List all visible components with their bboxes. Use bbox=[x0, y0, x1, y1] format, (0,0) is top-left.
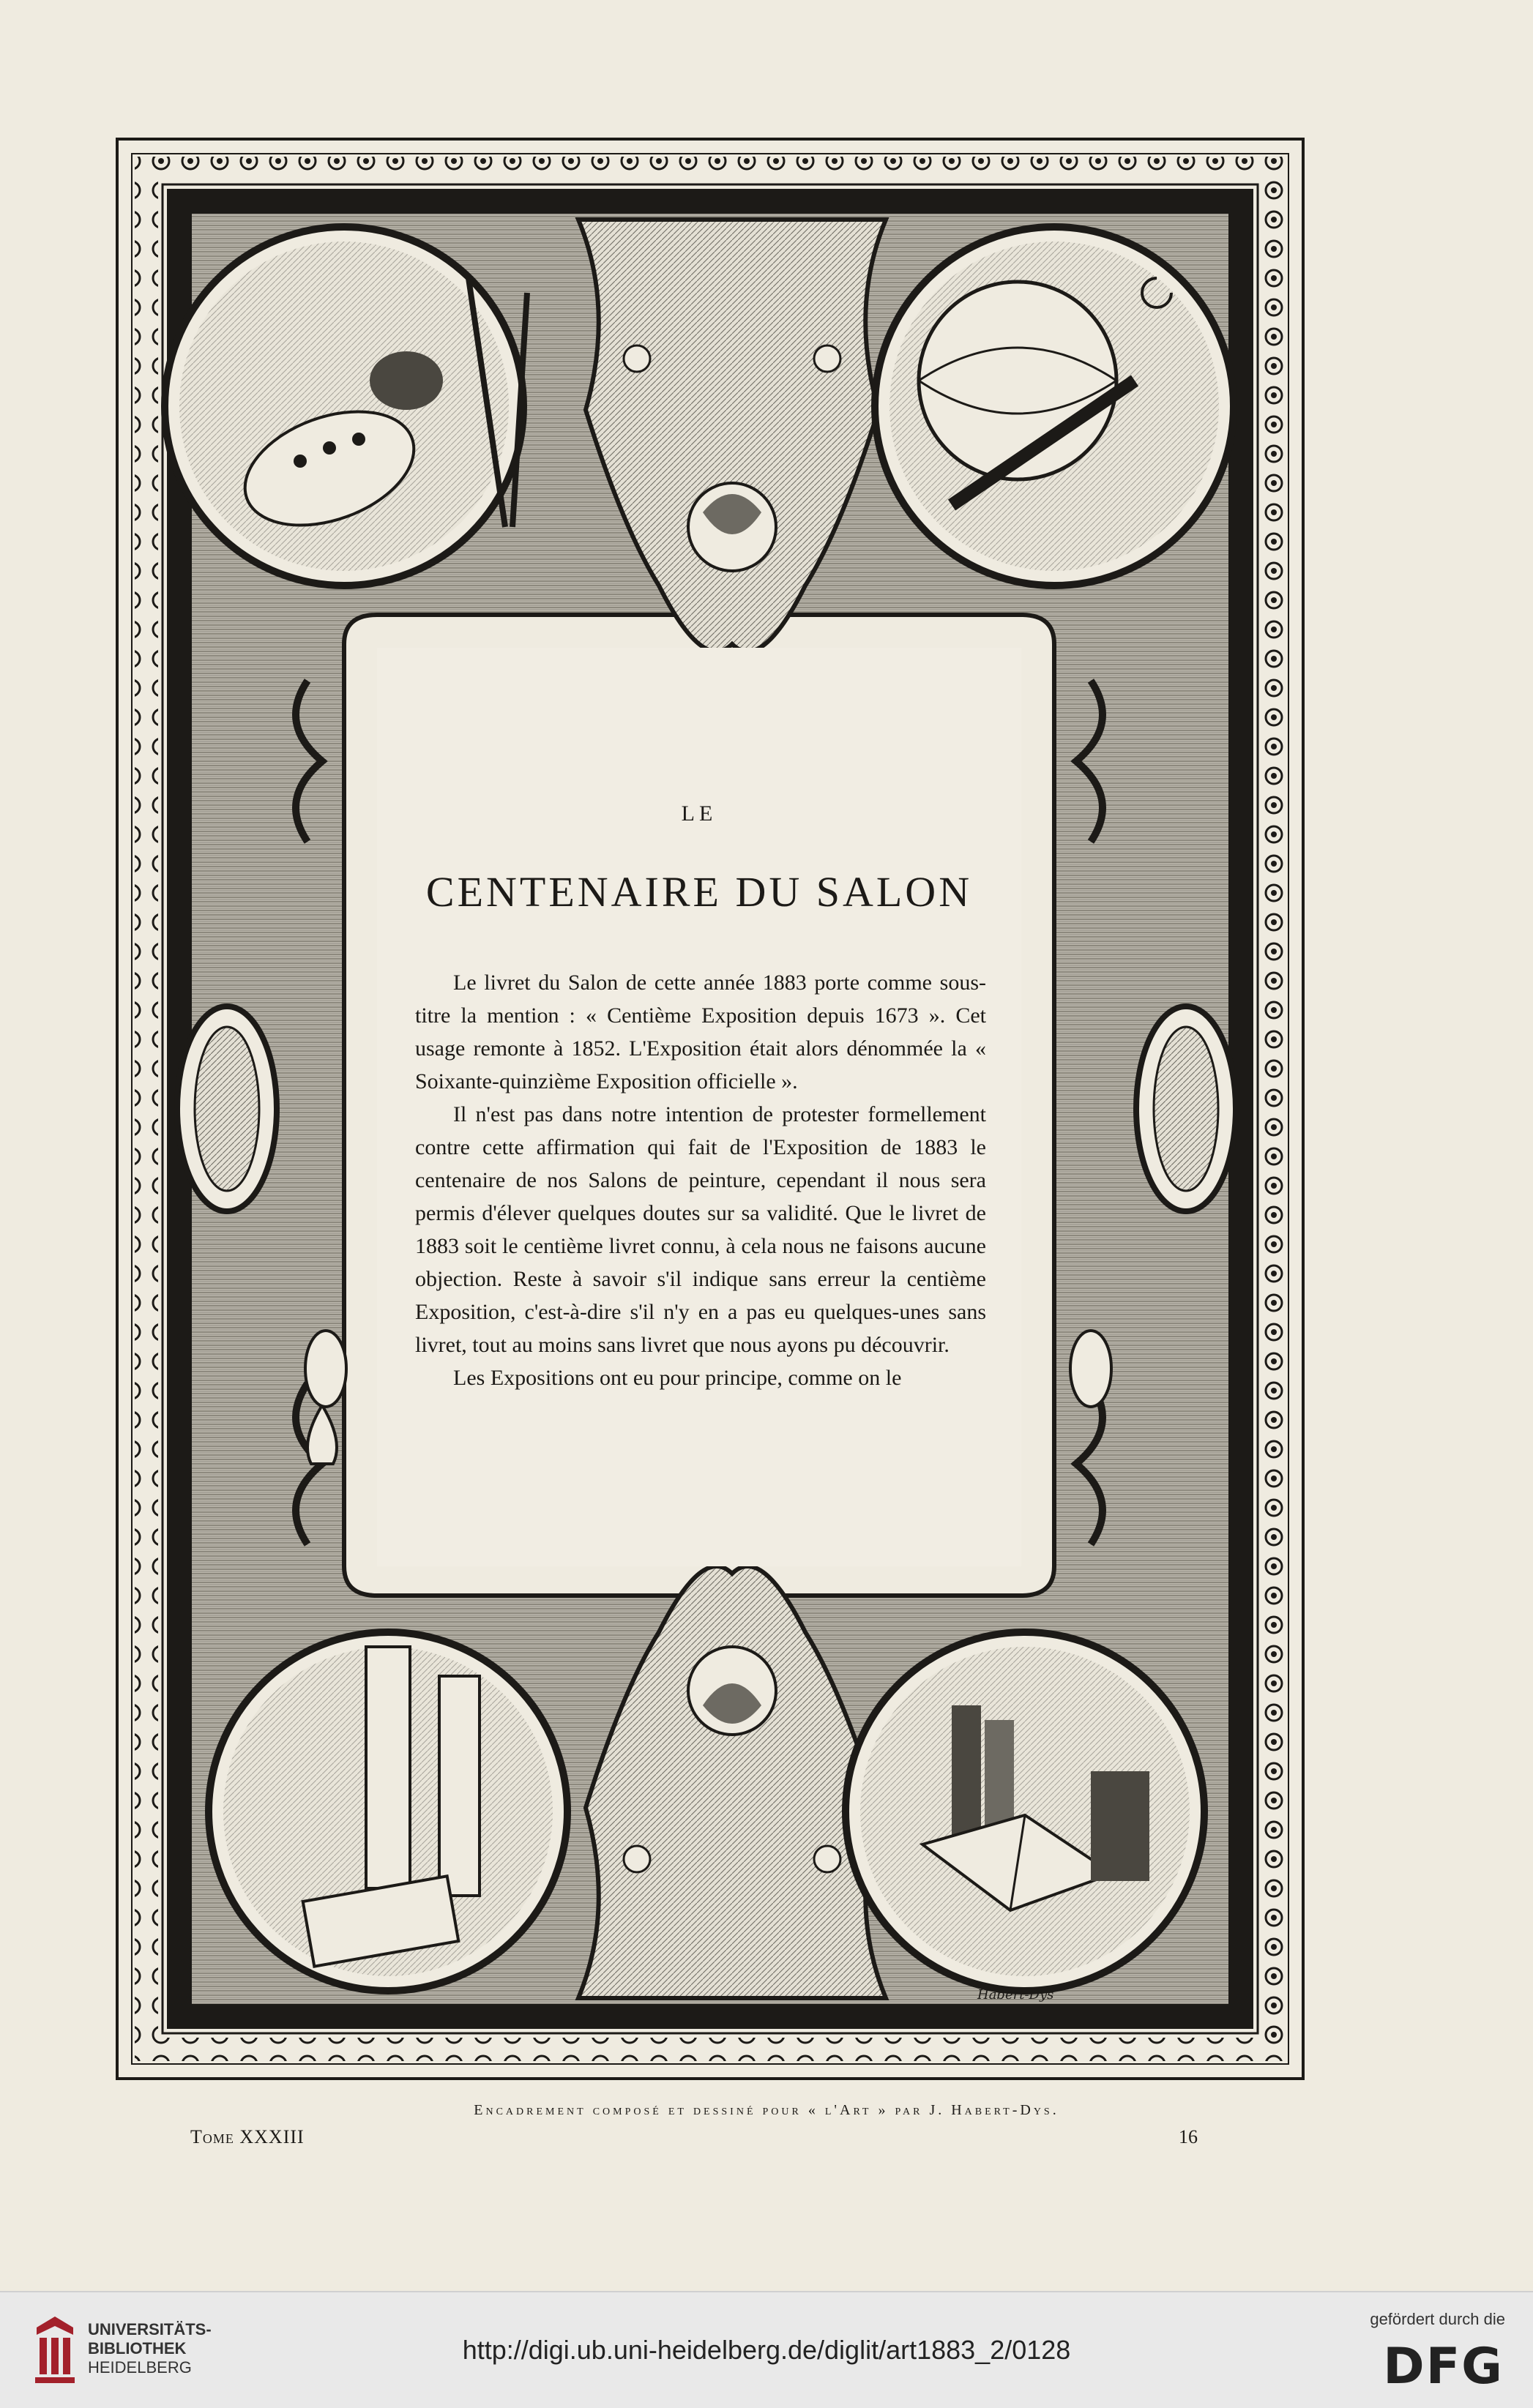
paragraph-2: Il n'est pas dans notre intention de protester formellement contre cette affirmation qui fait de l'Exposition de 1883 le centenaire de nos Salons de peinture, cependant il nous sera permis d'élever quelques doutes sur sa validité. Que le livret de 1883 soit le centième livret connu, à cela nous ne faisons aucune objection. Reste à savoir s'il indique sans erreur la centième Exposition, c'est-à-dire s'il n'y en a pas eu quelques-unes sans livret, tout au moins sans livret que nous ayons pu découvrir. bbox=[415, 1102, 986, 1357]
article-body bbox=[415, 966, 986, 1394]
medallion-columns bbox=[209, 1632, 567, 1991]
medallion-palette-easel bbox=[165, 227, 527, 586]
paragraph-1: Le livret du Salon de cette année 1883 porte comme sous-titre la mention : « Centième Exposition depuis 1673 ». Cet usage remonte à 1852. L'Exposition était alors dénommée la « Soixante-quinzième Exposition officielle ». bbox=[415, 971, 986, 1093]
footer-bar bbox=[0, 2291, 1533, 2408]
article-kicker: LE bbox=[681, 801, 717, 826]
permalink-url[interactable]: http://digi.ub.uni-heidelberg.de/diglit/art1883_2/0128 bbox=[462, 2335, 1071, 2365]
left-oval-ornament bbox=[177, 1006, 277, 1211]
library-line-2: BIBLIOTHEK bbox=[88, 2339, 187, 2357]
tome-label: Tome XXXIII bbox=[190, 2126, 305, 2147]
medallion-books bbox=[846, 1632, 1204, 1991]
right-vase bbox=[1070, 1331, 1111, 1407]
library-line-3: HEIDELBERG bbox=[88, 2358, 192, 2377]
page-number: 16 bbox=[1179, 2126, 1198, 2147]
frame-caption: Encadrement composé et dessiné pour « l'Art » par J. Habert-Dys. bbox=[474, 2102, 1059, 2118]
paragraph-3: Les Expositions ont eu pour principe, comme on le bbox=[453, 1366, 902, 1390]
dfg-logo: DFG bbox=[1383, 2338, 1504, 2396]
right-oval-ornament bbox=[1136, 1006, 1236, 1211]
article-text-panel bbox=[377, 648, 1021, 1566]
medallion-globe bbox=[875, 227, 1234, 586]
funded-by-label: gefördert durch die bbox=[1370, 2310, 1505, 2328]
frame-signature: Habert-Dys bbox=[977, 1987, 1054, 2003]
article-title: CENTENAIRE DU SALON bbox=[425, 868, 973, 916]
library-line-1: UNIVERSITÄTS- bbox=[88, 2320, 212, 2338]
